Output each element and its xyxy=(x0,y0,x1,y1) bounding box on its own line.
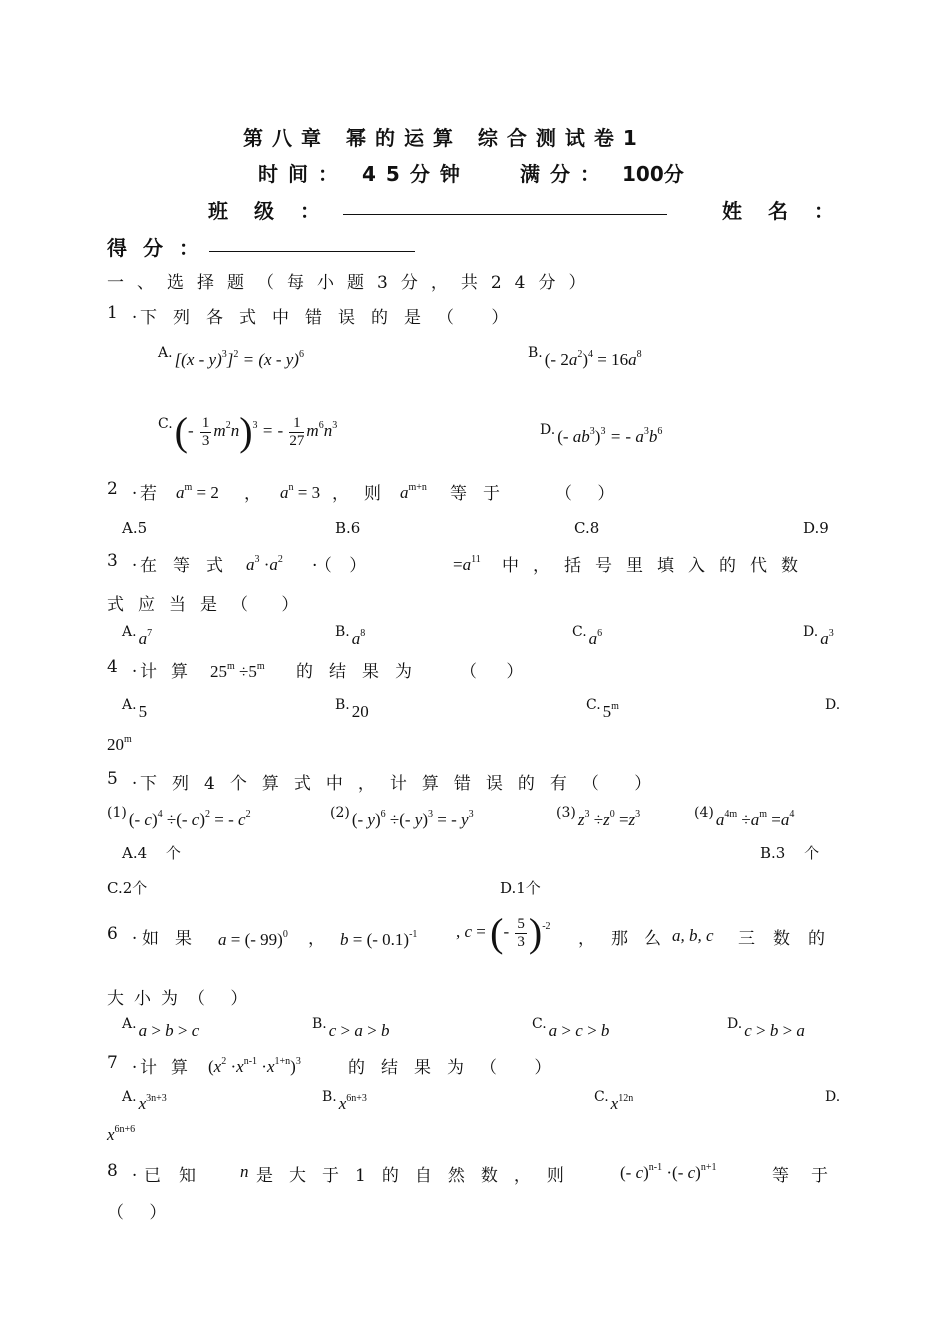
q2-expr: $a^{m+n}$ xyxy=(400,482,427,502)
q2-paren: （ ） xyxy=(555,484,625,504)
q8-stem-a: 已知 xyxy=(144,1166,214,1186)
q2-option-b[interactable]: B.6 xyxy=(335,519,361,537)
q5-number: 5. xyxy=(107,769,152,789)
page-title: 第八章 幂的运算 综合测试卷1 xyxy=(243,126,646,150)
q8-paren: （ ） xyxy=(107,1203,177,1223)
q1-option-d[interactable]: D. (- $ab^3)^3$ = - $a^3b^6$ xyxy=(540,422,663,446)
q4-option-d[interactable]: D. xyxy=(825,697,841,713)
q4-option-d-expr: 20$^m$ xyxy=(107,734,132,754)
q5-item-4: (4) $a^{4m} \div a^m =a^4$ xyxy=(694,805,795,829)
q2-stem-a: 若 xyxy=(140,484,171,504)
q6-number: 6. xyxy=(107,924,152,944)
section-title: 一、选择题（每小题3分，共24分） xyxy=(107,273,599,293)
q7-number: 7. xyxy=(107,1053,152,1073)
q3-expr-left: $a^3 \cdot a^2$ xyxy=(246,554,283,574)
q1-number: 1. xyxy=(107,303,152,323)
q6-option-b[interactable]: B. c > a > b xyxy=(312,1016,390,1040)
q6-stem-a: 如果 xyxy=(142,929,208,949)
class-blank[interactable] xyxy=(343,214,667,215)
q2-stem-b: 则 xyxy=(364,484,395,504)
q4-paren: （ ） xyxy=(460,662,536,682)
q7-option-d-expr: $x^{6n+6}$ xyxy=(107,1124,136,1144)
q3-option-c[interactable]: C. $a^6$ xyxy=(572,624,603,648)
q6-vars: a, b, c xyxy=(672,926,714,945)
q2-comma-1: ， xyxy=(244,484,275,504)
q2-option-c[interactable]: C.8 xyxy=(574,519,600,537)
q1-option-c[interactable]: C.(- $\frac{1}{3}$ $m^2n)^3$ = - $\frac{1}{27}$ $m^6n^3$ xyxy=(158,409,338,454)
time-value: 45分钟 xyxy=(362,162,470,186)
q7-option-d[interactable]: D. xyxy=(825,1089,841,1105)
q4-option-a-value: 5 xyxy=(138,702,148,721)
q2-option-a[interactable]: A.5 xyxy=(122,519,148,537)
q6-expr-a: a = (- 99)$^0$ xyxy=(218,929,288,949)
q8-stem-c: 等于 xyxy=(772,1166,850,1186)
q6-stem-d: 大小为（ ） xyxy=(107,989,258,1009)
q6-option-a[interactable]: A. a > b > c xyxy=(122,1016,200,1040)
q6-stem-c: 三数的 xyxy=(738,929,843,949)
q4-number: 4. xyxy=(107,657,152,677)
q2-stem-c: 等于 xyxy=(450,484,516,504)
q2-cond-2: $a^n = 3$ xyxy=(280,482,321,502)
q6-expr-b: b = (- 0.1)$^{-1}$ xyxy=(340,929,418,949)
q8-stem-b: 是大于1的自然数，则 xyxy=(256,1166,580,1186)
q3-stem-a: 在等式 xyxy=(140,556,239,576)
q4-stem-a: 计算 xyxy=(140,662,202,682)
q7-stem-a: 计算 xyxy=(140,1058,202,1078)
q5-item-3: (3) $z^3 \div z^0 =z^3$ xyxy=(556,805,641,829)
q6-comma: ， xyxy=(308,929,339,949)
q3-expr-right: $=a^{11}$ xyxy=(453,554,481,574)
q5-option-c[interactable]: C.2个 xyxy=(107,879,148,897)
q3-stem-c: 式应当是（ ） xyxy=(107,595,313,615)
q1-stem: 下列各式中错误的是（ ） xyxy=(140,308,525,328)
name-label: 姓名： xyxy=(722,199,860,223)
points-blank[interactable] xyxy=(209,251,415,252)
q7-option-b[interactable]: B. $x^{6n+3}$ xyxy=(322,1089,367,1113)
q2-number: 2. xyxy=(107,479,152,499)
q6-expr-c: , c = (- $\frac{5}{3}$ )$^{-2}$ xyxy=(456,910,551,955)
q7-option-a[interactable]: A. $x^{3n+3}$ xyxy=(122,1089,167,1113)
q5-stem: 下列4个算式中，计算错误的有（ ） xyxy=(140,774,667,794)
q4-option-c[interactable]: C. 5$^m$ xyxy=(586,697,619,721)
q8-var-n: n xyxy=(240,1162,249,1181)
q5-option-a[interactable]: A.4 个 xyxy=(122,844,181,862)
q6-option-d[interactable]: D. c > b > a xyxy=(727,1016,805,1040)
class-label: 班级： xyxy=(208,199,346,223)
q3-option-d[interactable]: D. $a^3$ xyxy=(803,624,834,648)
q2-cond-1: $a^m = 2$ xyxy=(176,482,219,502)
q4-option-a[interactable]: A. 5 xyxy=(122,697,148,721)
q5-item-2: (2) (- y)$^6$ ÷(- y)$^3$ = - $y^3$ xyxy=(330,805,474,829)
q5-item-1: (1) (- c)$^4$ ÷(- c)$^2$ = - $c^2$ xyxy=(107,805,251,829)
q3-paren: ·（ ） xyxy=(312,556,373,576)
q4-option-b[interactable]: B. 20 xyxy=(335,697,369,721)
q4-expr: $25^m \div 5^m$ xyxy=(210,661,265,681)
q7-stem-b: 的结果为（ ） xyxy=(348,1058,568,1078)
q6-stem-b: ，那么 xyxy=(578,929,677,949)
points-label: 得分： xyxy=(107,236,215,260)
q3-number: 3. xyxy=(107,551,152,571)
q5-option-d[interactable]: D.1个 xyxy=(500,879,541,897)
score-label: 满分： xyxy=(520,162,610,186)
q6-option-c[interactable]: C. a > c > b xyxy=(532,1016,610,1040)
q8-expr: (- c)$^{n-1}$ ·(- c)$^{n+1}$ xyxy=(620,1162,717,1182)
time-label: 时间： xyxy=(258,162,348,186)
q2-option-d[interactable]: D.9 xyxy=(803,519,829,537)
q1-option-a[interactable]: A. [(x - y)$^3$]$^2$ = (x - y)$^6$ xyxy=(158,345,304,369)
q5-option-b[interactable]: B.3 个 xyxy=(760,844,820,862)
q7-expr: $(x^2 \cdot x^{n-1} \cdot x^{1+n})^3$ xyxy=(208,1056,301,1076)
q8-number: 8. xyxy=(107,1161,152,1181)
q1-option-b[interactable]: B. (- $2a^2)^4 = 16a^8$ xyxy=(528,345,642,369)
q4-option-b-value: 20 xyxy=(351,702,369,721)
q7-option-c[interactable]: C. $x^{12n}$ xyxy=(594,1089,634,1113)
q3-stem-b: 中，括号里填入的代数 xyxy=(502,556,812,576)
q4-stem-b: 的结果为 xyxy=(296,662,428,682)
score-value: 100分 xyxy=(622,162,684,186)
q3-option-b[interactable]: B. $a^8$ xyxy=(335,624,366,648)
q2-comma-2: ， xyxy=(332,484,363,504)
q3-option-a[interactable]: A. $a^7$ xyxy=(122,624,153,648)
